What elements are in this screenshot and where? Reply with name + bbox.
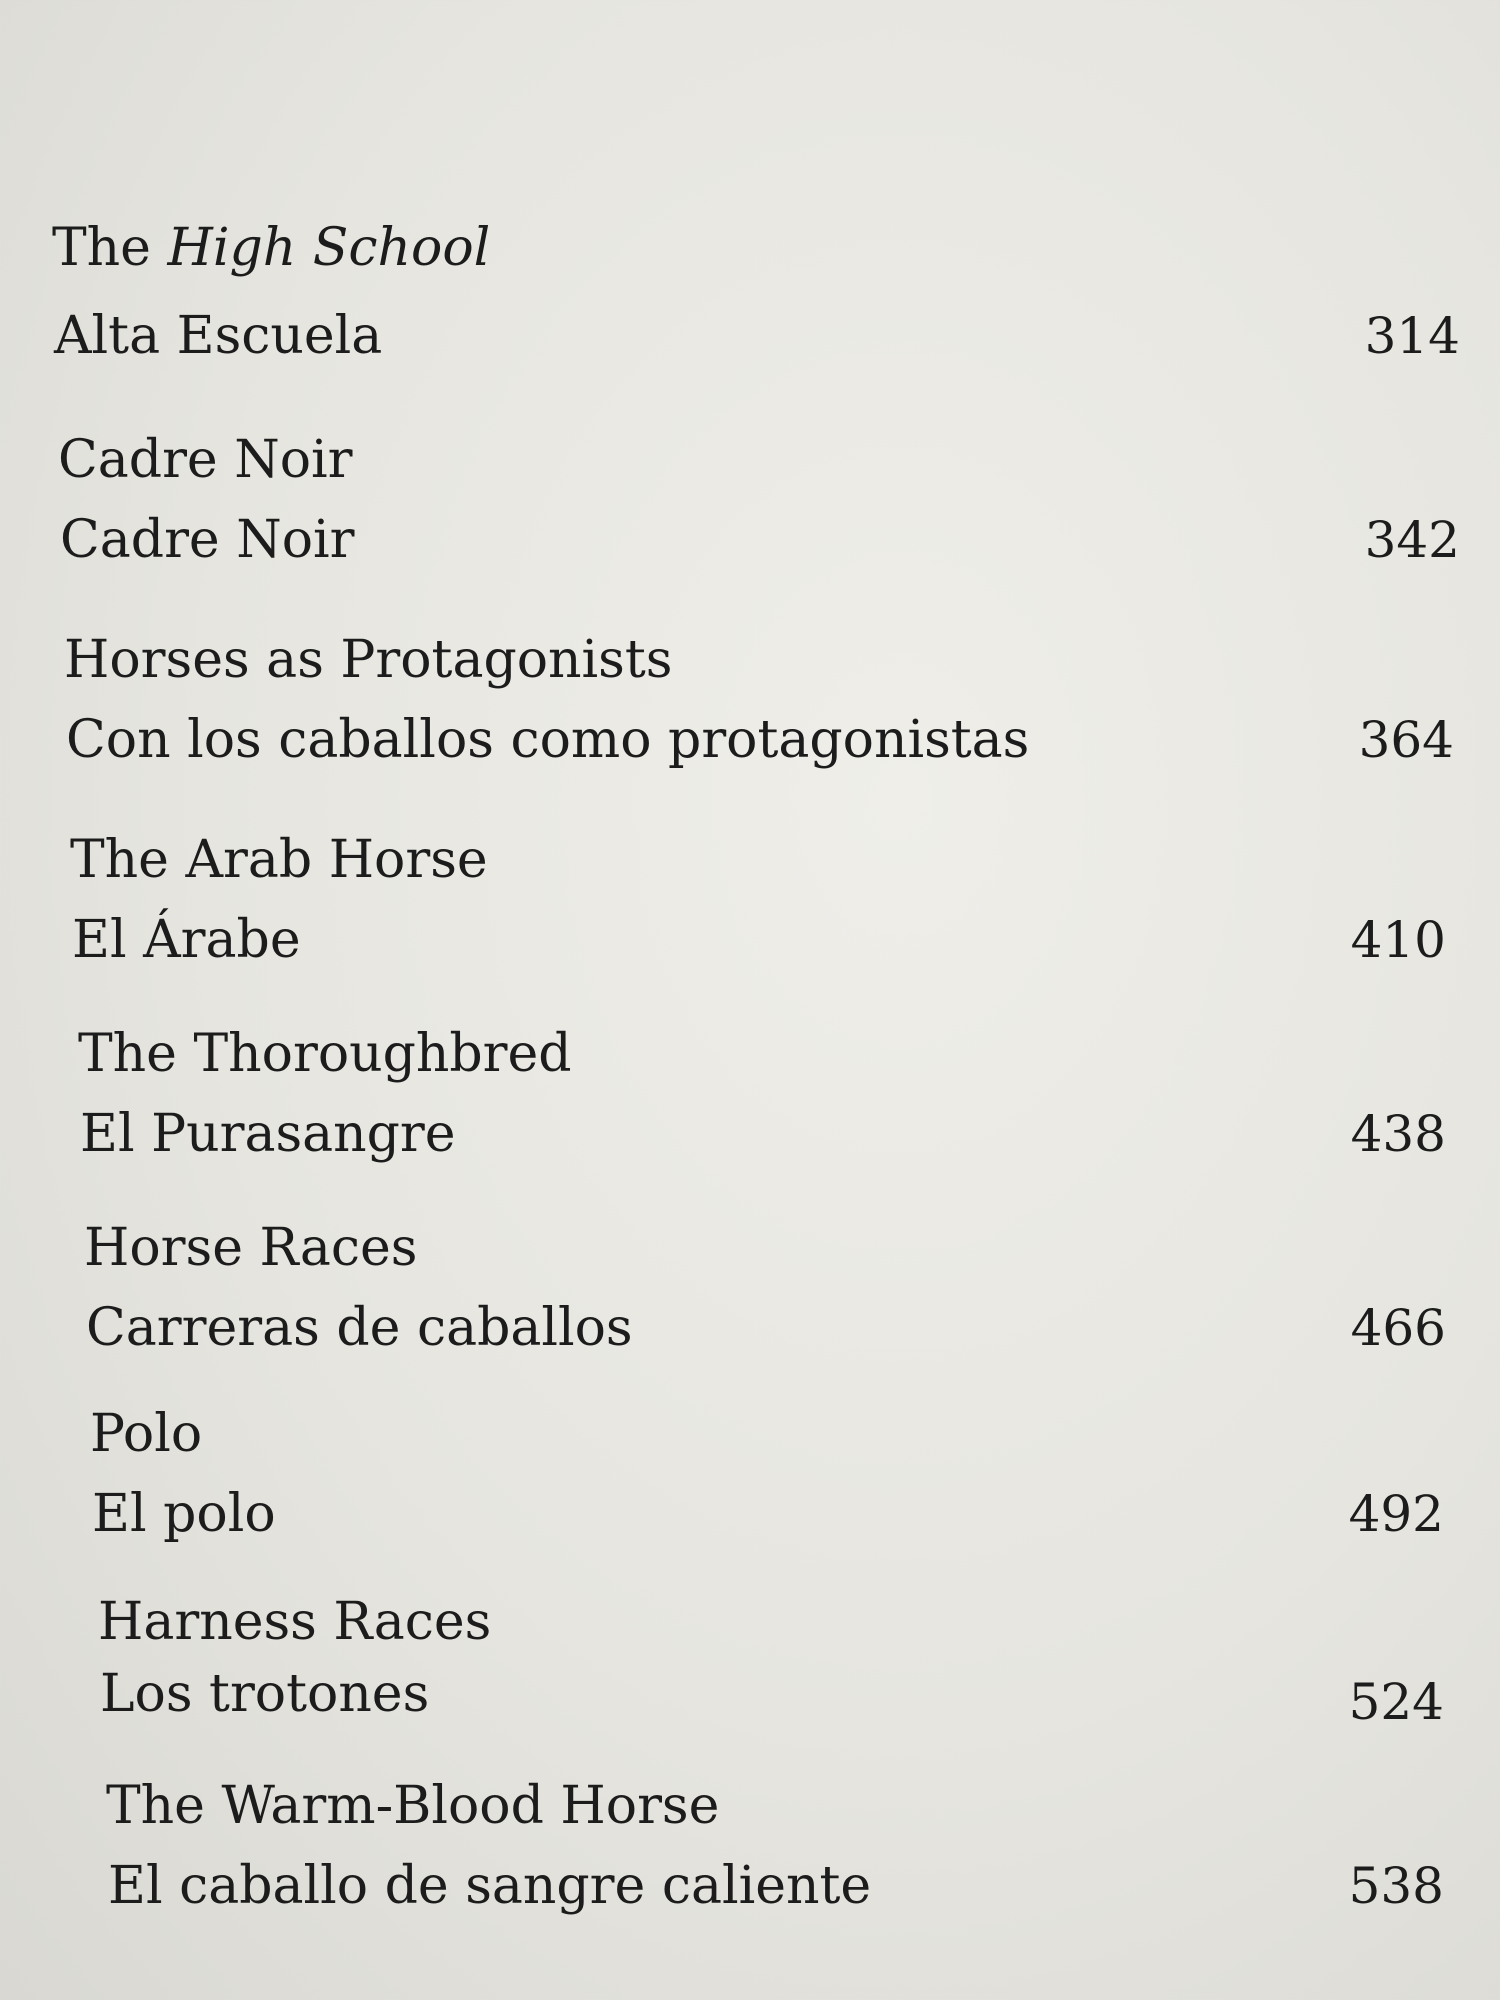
entry-title-spanish: El caballo de sangre caliente <box>108 1856 872 1916</box>
page-number: 524 <box>1348 1673 1444 1731</box>
entry-title-spanish: Alta Escuela <box>54 306 383 366</box>
toc-entry <box>52 218 1500 388</box>
entry-title-spanish: Con los caballos como protagonistas <box>66 710 1030 770</box>
toc-entry <box>58 430 1500 600</box>
toc-entry <box>106 1776 1500 1946</box>
page-number: 438 <box>1350 1105 1446 1163</box>
page-number: 492 <box>1348 1485 1444 1543</box>
toc-entry <box>78 1024 1500 1194</box>
entry-title-english: The Arab Horse <box>70 830 488 890</box>
page-number: 410 <box>1350 911 1446 969</box>
entry-title-english: Harness Races <box>98 1592 492 1652</box>
entry-title-spanish: El polo <box>92 1484 276 1544</box>
entry-title-english: Polo <box>90 1404 203 1464</box>
toc-entry <box>84 1218 1500 1388</box>
toc-entry <box>64 630 1500 800</box>
page-number: 364 <box>1358 711 1454 769</box>
entry-title-english: The Warm-Blood Horse <box>106 1776 720 1836</box>
entry-title-spanish: Cadre Noir <box>60 510 355 570</box>
page-number: 466 <box>1350 1299 1446 1357</box>
page-number: 314 <box>1364 307 1460 365</box>
entry-title-spanish: Carreras de caballos <box>86 1298 633 1358</box>
page-number: 342 <box>1364 511 1460 569</box>
page-number: 538 <box>1348 1857 1444 1915</box>
toc-entry <box>70 830 1500 1000</box>
entry-title-spanish: El Purasangre <box>80 1104 456 1164</box>
entry-title-spanish: Los trotones <box>100 1664 430 1724</box>
entry-title-english: The Thoroughbred <box>78 1024 572 1084</box>
entry-title-spanish: El Árabe <box>72 910 301 970</box>
entry-title-english: Horses as Protagonists <box>64 630 673 690</box>
toc-entry <box>90 1404 1500 1574</box>
entry-title-english: Cadre Noir <box>58 430 353 490</box>
entry-title-english: Horse Races <box>84 1218 418 1278</box>
toc-entry <box>98 1592 1500 1762</box>
entry-title-english: The High School <box>52 218 491 278</box>
